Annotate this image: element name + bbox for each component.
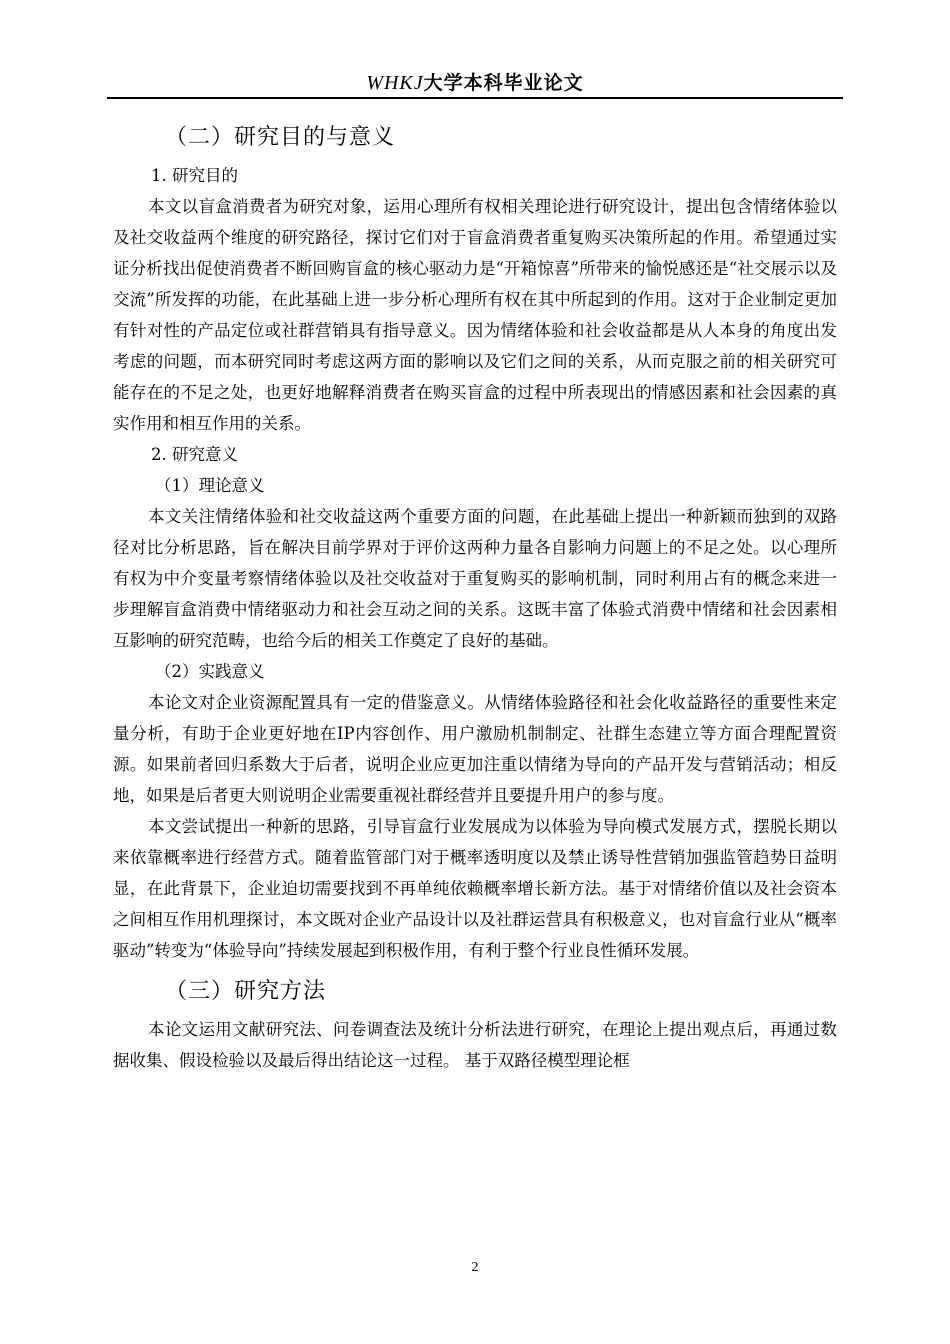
paragraph-practical-significance-2: 本文尝试提出一种新的思路，引导盲盒行业发展成为以体验为导向模式发展方式，摆脱长期以来依靠概率进行经营方式。随着监管部门对于概率透明度以及禁止诱导性营销加强监管趋势日益明显，在此背景下，企业迫切需要找到不再单纯依赖概率增长新方法。基于对情绪价值以及社会资本之间相互作用机理探讨，本文既对企业产品设计以及社群运营具有积极意义，也对盲盒行业从“概率驱动”转变为“体验导向”持续发展起到积极作用，有利于整个行业良性循环发展。 (113, 817, 837, 960)
subheading-practical-significance: （2）实践意义 (155, 662, 265, 681)
header-title: 大学本科毕业论文 (423, 72, 584, 94)
paragraph-research-methods: 本论文运用文献研究法、问卷调查法及统计分析法进行研究，在理论上提出观点后，再通过数据收集、假设检验以及最后得出结论这一过程。 基于双路径模型理论框 (113, 1020, 837, 1070)
subheading-research-significance: 2. 研究意义 (151, 445, 238, 464)
page-body (113, 118, 837, 1076)
paragraph-theoretical-significance: 本文关注情绪体验和社交收益这两个重要方面的问题，在此基础上提出一种新颖而独到的双路径对比分析思路，旨在解决目前学界对于评价这两种力量各自影响力问题上的不足之处。以心理所有权为中介变量考察情绪体验以及社交收益对于重复购买的影响机制，同时利用占有的概念来进一步理解盲盒消费中情绪驱动力和社会互动之间的关系。这既丰富了体验式消费中情绪和社会因素相互影响的研究范畴，也给今后的相关工作奠定了良好的基础。 (113, 507, 837, 650)
paragraph-research-purpose: 本文以盲盒消费者为研究对象，运用心理所有权相关理论进行研究设计，提出包含情绪体验以及社交收益两个维度的研究路径，探讨它们对于盲盒消费者重复购买决策所起的作用。希望通过实证分析找出促使消费者不断回购盲盒的核心驱动力是“开箱惊喜”所带来的愉悦感还是“社交展示以及交流”所发挥的功能，在此基础上进一步分析心理所有权在其中所起到的作用。这对于企业制定更加有针对性的产品定位或社群营销具有指导意义。因为情绪体验和社会收益都是从人本身的角度出发考虑的问题，而本研究同时考虑这两方面的影响以及它们之间的关系，从而克服之前的相关研究可能存在的不足之处，也更好地解释消费者在购买盲盒的过程中所表现出的情感因素和社会因素的真实作用和相互作用的关系。 (113, 197, 837, 433)
subheading-research-purpose: 1. 研究目的 (151, 166, 238, 185)
section-heading-methods: （三）研究方法 (165, 979, 327, 1004)
running-header (107, 68, 843, 95)
subheading-theoretical-significance: （1）理论意义 (155, 476, 265, 495)
header-latin: WHKJ (366, 72, 424, 94)
header-rule (107, 97, 843, 99)
paragraph-practical-significance-1: 本论文对企业资源配置具有一定的借鉴意义。从情绪体验路径和社会化收益路径的重要性来定量分析，有助于企业更好地在IP内容创作、用户激励机制制定、社群生态建立等方面合理配置资源。如果前者回归系数大于后者，说明企业应更加注重以情绪为导向的产品开发与营销活动；相反地，如果是后者更大则说明企业需要重视社群经营并且要提升用户的参与度。 (113, 693, 837, 805)
page-number: 2 (471, 1260, 479, 1275)
section-heading-purpose: （二）研究目的与意义 (165, 125, 396, 150)
